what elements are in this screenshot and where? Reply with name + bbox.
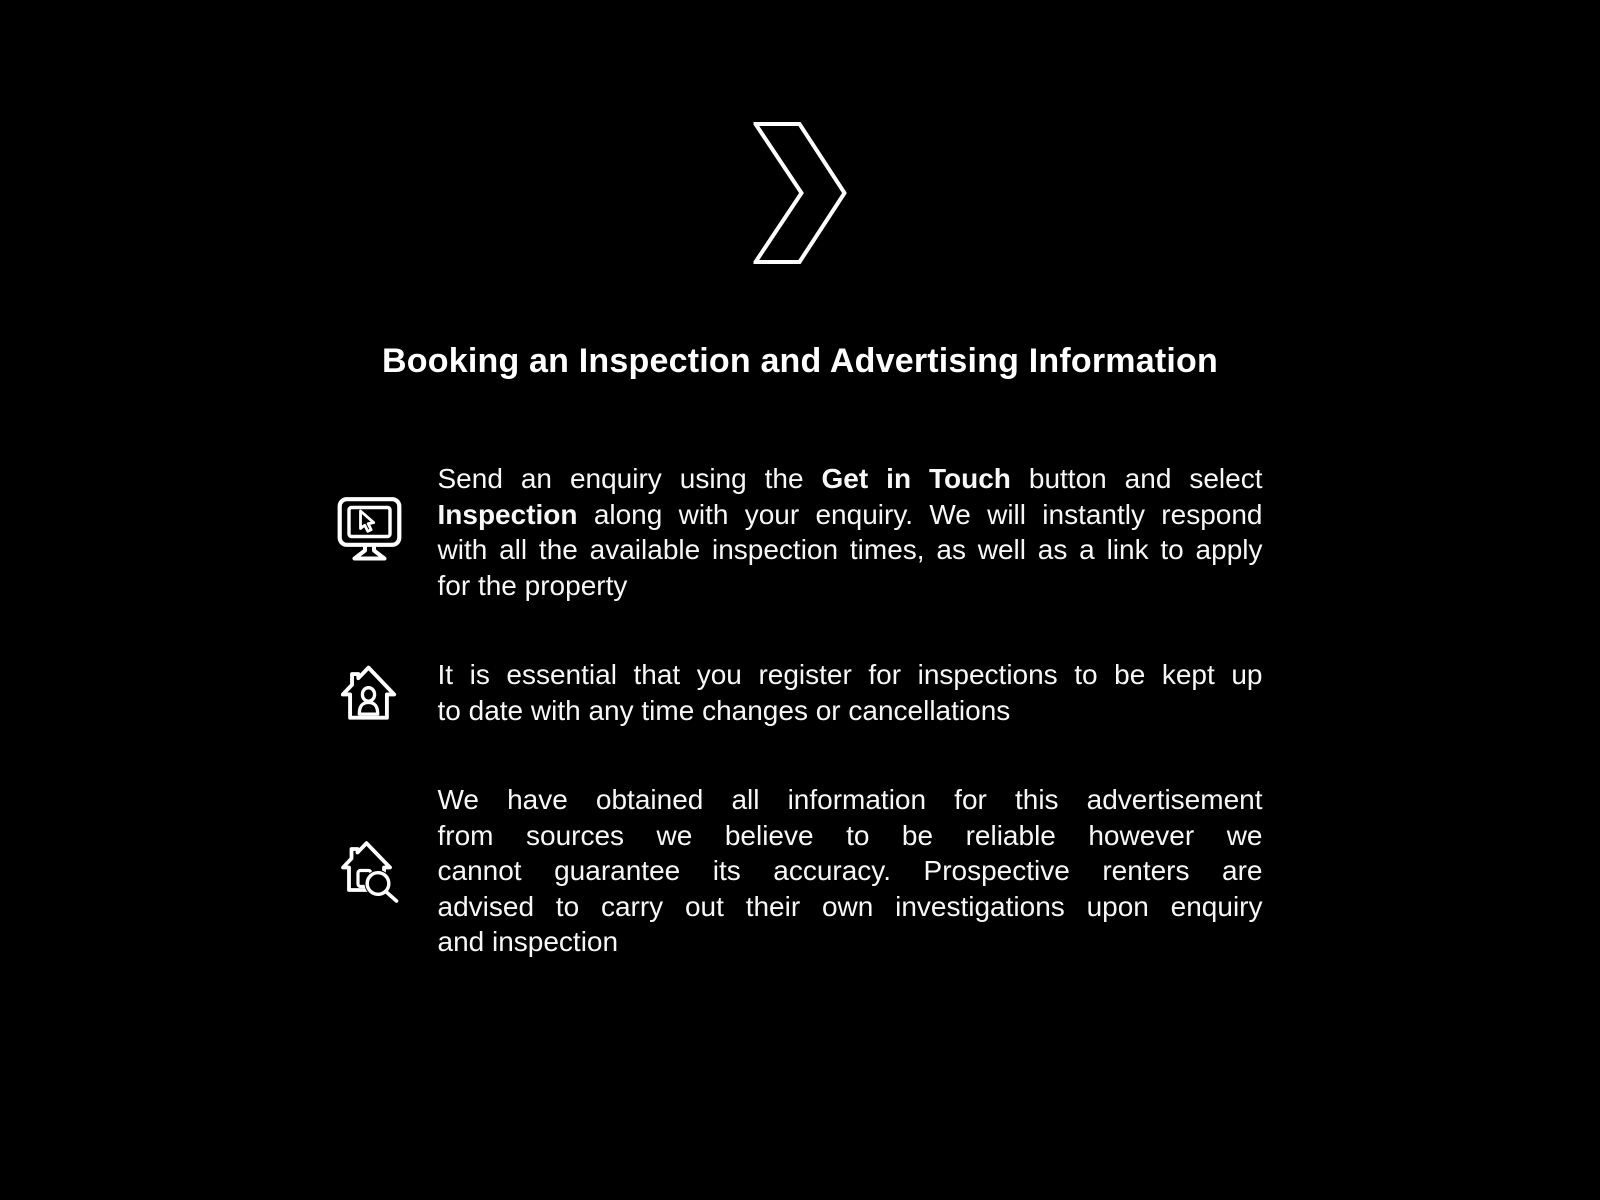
text-line [438, 818, 1263, 854]
text-segment: We have obtained all information for this advertisement [437, 784, 1263, 815]
text-line [438, 853, 1263, 889]
page-title: Booking an Inspection and Advertising Information [382, 342, 1218, 380]
bullet-text [438, 782, 1263, 960]
bold-text-segment: Get in Touch [821, 463, 1011, 494]
text-segment: cannot guarantee its accuracy. Prospective renters are [437, 855, 1263, 886]
chevron-right-icon [754, 122, 847, 264]
text-segment: advised to carry out their own investigations upon enquiry [437, 890, 1263, 922]
bullet-list [338, 461, 1263, 960]
text-line [438, 782, 1263, 818]
monitor-cursor-icon [338, 497, 438, 567]
text-segment: along with your enquiry. We will instantly respond [577, 498, 1263, 530]
bullet-item [338, 657, 1263, 728]
text-segment: Send an enquiry using the [437, 463, 822, 494]
bullet-text [438, 657, 1263, 728]
text-line [438, 532, 1263, 568]
text-line [438, 889, 1263, 925]
text-line [438, 693, 1263, 729]
house-magnifier-icon [338, 837, 438, 905]
text-line [438, 924, 1263, 960]
text-line [438, 497, 1263, 533]
bullet-text [438, 461, 1263, 603]
house-person-icon [338, 662, 438, 724]
text-line [438, 657, 1263, 693]
text-line [438, 568, 1263, 604]
text-segment: with all the available inspection times, as well as a link to apply [437, 534, 1263, 565]
text-segment: to date with any time changes or cancellations [437, 694, 1011, 726]
bullet-item [338, 461, 1263, 603]
bullet-item [338, 782, 1263, 960]
text-line [438, 461, 1263, 497]
bold-text-segment: Inspection [437, 498, 578, 530]
text-segment: and inspection [437, 926, 619, 957]
text-segment: It is essential that you register for inspections to be kept up [437, 659, 1263, 690]
text-segment: from sources we believe to be reliable however we [437, 819, 1263, 851]
text-segment: button and select [1010, 463, 1263, 494]
text-segment: for the property [437, 569, 628, 601]
